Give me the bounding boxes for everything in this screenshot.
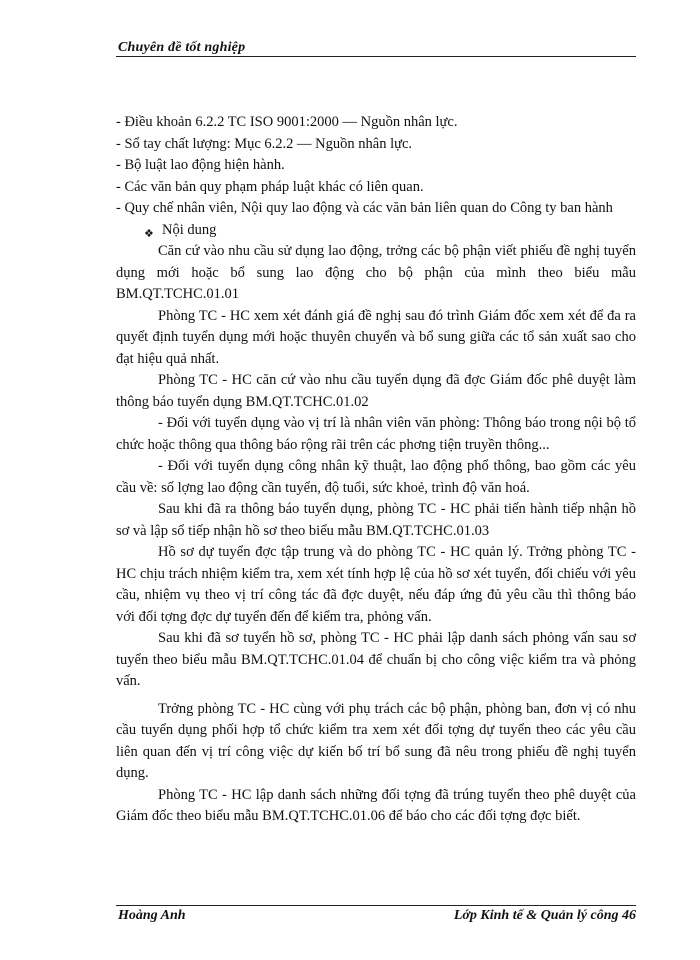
body-paragraph: Trởng phòng TC - HC cùng với phụ trách các bộ phận, phòng ban, đơn vị có nhu cầu tuyển dụng phối hợp tổ chức kiểm tra xem xét đối tợng dự tuyển theo các yêu cầu liên quan đến vị trí công việc dự kiến bố trí bổ sung đã nêu trong phiếu đề nghị tuyển dụng. bbox=[116, 700, 636, 781]
body-paragraph: Sau khi đã sơ tuyển hồ sơ, phòng TC - HC phải lập danh sách phỏng vấn sau sơ tuyển theo biểu mẫu BM.QT.TCHC.01.04 để chuẩn bị cho công việc kiểm tra và phỏng vấn. bbox=[116, 630, 636, 689]
reference-item: - Điều khoản 6.2.2 TC ISO 9001:2000 — Nguồn nhân lực. bbox=[116, 114, 458, 130]
reference-item: - Bộ luật lao động hiện hành. bbox=[116, 157, 285, 173]
body-paragraph: - Đối với tuyển dụng công nhân kỹ thuật, lao động phổ thông, bao gồm các yêu cầu về: số lợng lao động cần tuyển, độ tuổi, sức khoẻ, trình độ văn hoá. bbox=[116, 458, 636, 496]
reference-item: - Quy chế nhân viên, Nội quy lao động và các văn bản liên quan do Công ty ban hành bbox=[116, 200, 613, 216]
footer-author: Hoàng Anh bbox=[118, 908, 186, 923]
body-paragraph: Hồ sơ dự tuyển đợc tập trung và do phòng TC - HC quản lý. Trởng phòng TC - HC chịu trách nhiệm kiểm tra, xem xét tính hợp lệ của hồ sơ xét tuyển, đối chiếu với yêu cầu, nhiệm vụ theo vị trí công tác đã đợc duyệt, nếu đáp ứng đủ yêu cầu thì thông báo với đối tợng đợc dự tuyển đến để kiểm tra, phỏng vấn. bbox=[116, 544, 636, 625]
reference-item: - Sổ tay chất lượng: Mục 6.2.2 — Nguồn nhân lực. bbox=[116, 135, 413, 152]
body-paragraph: Phòng TC - HC xem xét đánh giá đề nghị sau đó trình Giám đốc xem xét để đa ra quyết định tuyển dụng mới hoặc thuyên chuyển và bổ sung giữa các tổ sản xuất sao cho đạt hiệu quả nhất. bbox=[116, 307, 636, 367]
footer-rule bbox=[116, 905, 636, 906]
section-heading bbox=[144, 220, 636, 242]
body-paragraph: Phòng TC - HC căn cứ vào nhu cầu tuyển dụng đã đợc Giám đốc phê duyệt làm thông báo tuyển dụng BM.QT.TCHC.01.02 bbox=[116, 372, 636, 410]
header-title: Chuyên đề tốt nghiệp bbox=[118, 40, 246, 55]
body-paragraph: Phòng TC - HC lập danh sách những đối tợng đã trúng tuyển theo phê duyệt của Giám đốc theo biểu mẫu BM.QT.TCHC.01.06 để báo cho các đối tợng đợc biết. bbox=[116, 786, 636, 824]
body-paragraph: Sau khi đã ra thông báo tuyển dụng, phòng TC - HC phải tiến hành tiếp nhận hồ sơ và lập sổ tiếp nhận hồ sơ theo biểu mẫu BM.QT.TCHC.01.03 bbox=[116, 501, 636, 539]
document-body bbox=[116, 112, 636, 828]
header-rule bbox=[116, 56, 636, 57]
body-paragraph: - Đối với tuyển dụng vào vị trí là nhân viên văn phòng: Thông báo trong nội bộ tổ chức hoặc thông qua thông báo rộng rãi trên các phơng tiện truyền thông... bbox=[116, 415, 636, 453]
body-paragraph: Căn cứ vào nhu cầu sử dụng lao động, trởng các bộ phận viết phiếu đề nghị tuyển dụng mới hoặc bổ sung lao động cho bộ phận của mình theo biểu mẫu BM.QT.TCHC.01.01 bbox=[116, 243, 636, 302]
reference-item: - Các văn bản quy phạm pháp luật khác có liên quan. bbox=[116, 178, 424, 195]
diamond-bullet-icon: ❖ bbox=[144, 227, 154, 240]
section-heading-text: Nội dung bbox=[162, 221, 217, 238]
footer-class: Lớp Kinh tế & Quản lý công 46 bbox=[453, 908, 636, 923]
